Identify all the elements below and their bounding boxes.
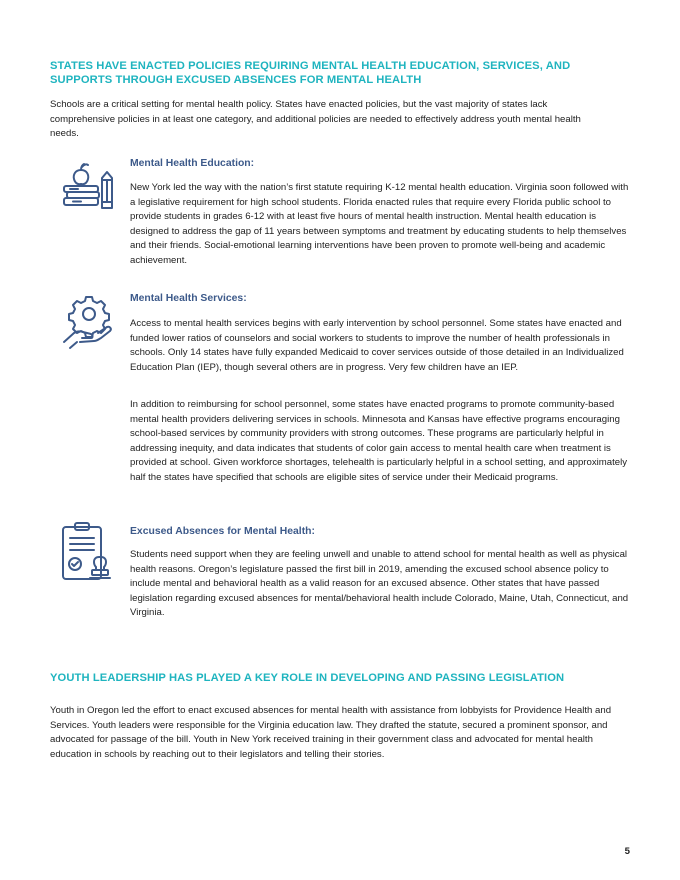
clipboard-stamp-icon [60,521,118,585]
absences-body: Students need support when they are feeling unwell and unable to attend school for mental health as well as physical health reasons. Oregon’s legislature passed the first bill in 2019, amending the excused school absence policy to include mental and behavioral health as a valid reason for an excused absence. Other states that have passed legislation regarding excused absences for mental/behavioral health include Colorado, Maine, Utah, Connecticut, and Virginia. [130,549,629,618]
youth-leadership-body: Youth in Oregon led the effort to enact excused absences for mental health with assistance from lobbyists for Providence Health and Services. Youth leaders were responsible for the Virginia education law. They drafted the statute, secured a prominent sponsor, and advocated for passage of the bill. Youth in New York received training in their government class and advocated for mental health education in schools by reaching out to their legislators and telling their stories. [50,705,612,760]
section-heading-policies: STATES HAVE ENACTED POLICIES REQUIRING MENTAL HEALTH EDUCATION, SERVICES, AND SUPPORTS THROUGH EXCUSED ABSENCES FOR MENTAL HEALTH [50,60,571,86]
services-body-1: Access to mental health services begins with early intervention by school personnel. Some states have enacted and funded lower ratios of counselors and social workers to students to improve the number of health professionals in schools. Only 14 states have fully expanded Medicaid to cover services outside of those detailed in an Individualized Education Plan (IEP), though several others are in progress. Very few children have an IEP. [130,318,624,373]
intro-paragraph: Schools are a critical setting for mental health policy. States have enacted policies, but the vast majority of states lack comprehensive policies in at least one category, and additional policies are needed to effectively address youth mental health needs. [50,99,581,139]
education-title: Mental Health Education: [130,158,255,169]
services-body-2: In addition to reimbursing for school personnel, some states have enacted programs to promote community-based mental health providers delivering services in schools. Minnesota and Kansas have effective programs encouraging school-based services by community providers with strong outcomes. These programs are particularly helpful in addressing inequity, and data indicates that students of color gain access to mental health care when treatment is provided at school. Given workforce shortages, telehealth is particularly helpful in a school setting, and approximately half the states have specified that schools are eligible sites of service under their Medicaid programs. [130,399,628,483]
absences-title: Excused Absences for Mental Health: [130,526,315,537]
services-title: Mental Health Services: [130,293,247,304]
education-body: New York led the way with the nation’s first statute requiring K-12 mental health education. Virginia soon followed with a legislative requirement for high school students. Florida enacted rules that require every Florida public school to provide students in grades 6-12 with at least five hours of mental health instruction. Mental health education is designed to address the gap of 11 years between symptoms and treatment by educating students to help themselves and their friends. Social-emotional learning interventions have been proven to promote well-being and academic achievement. [130,182,629,266]
section-heading-youth-leadership: YOUTH LEADERSHIP HAS PLAYED A KEY ROLE IN DEVELOPING AND PASSING LEGISLATION [50,672,565,684]
page-number: 5 [624,846,630,857]
gear-in-hand-icon [60,294,118,350]
books-apple-pencil-icon [58,158,116,214]
